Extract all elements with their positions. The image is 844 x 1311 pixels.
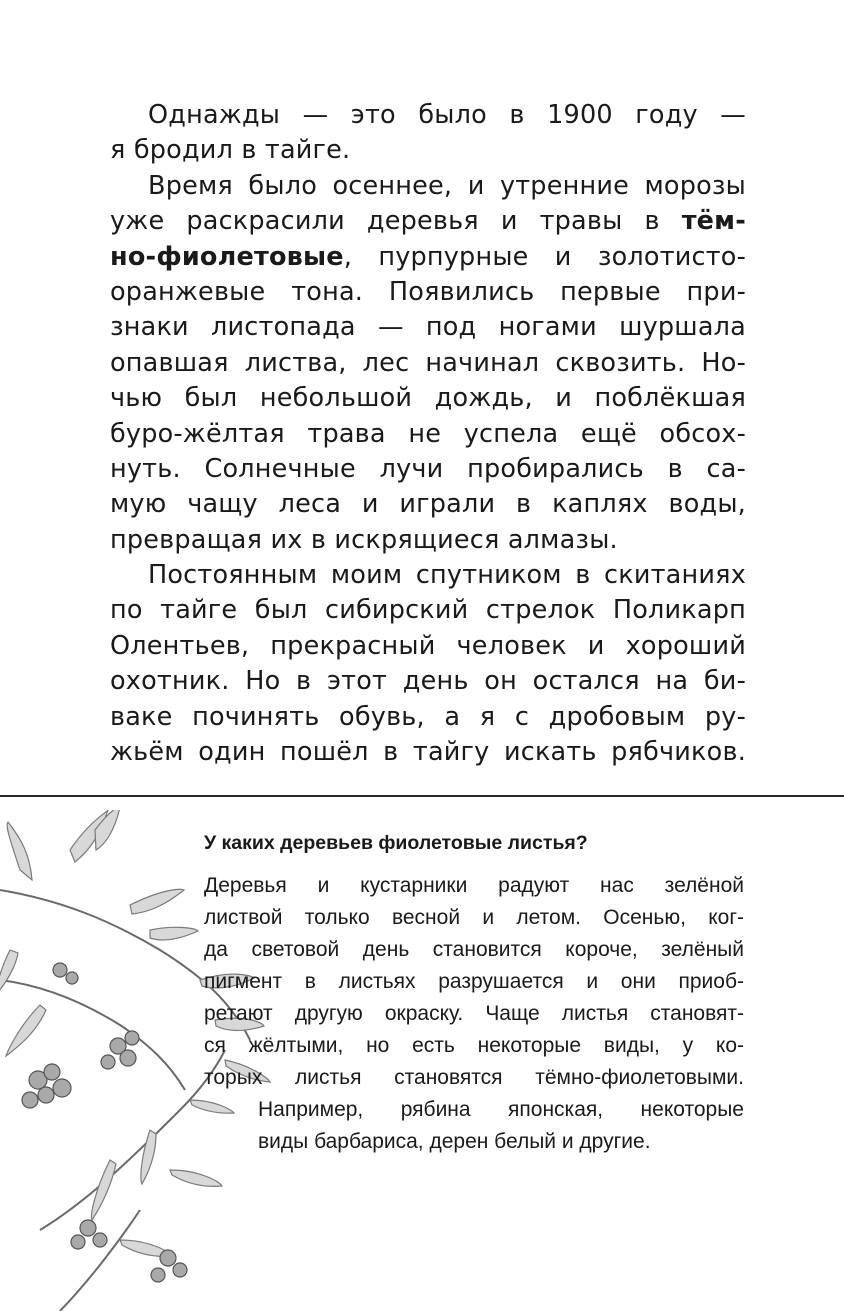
text-span: уже раскрасили деревья и травы в <box>110 206 682 237</box>
sidebar-line: да световой день становится короче, зелёный <box>204 938 744 961</box>
text-line: мую чащу леса и играли в каплях воды, <box>110 489 746 520</box>
main-text <box>110 98 746 770</box>
text-line: Олентьев, прекрасный человек и хороший <box>110 630 746 661</box>
text-line: я бродил в тайге. <box>110 135 351 166</box>
sidebar-line: Деревья и кустарники радуют нас зелёной <box>204 874 744 897</box>
section-divider <box>0 795 844 797</box>
text-line: Однажды — это было в 1900 году — <box>148 100 746 130</box>
text-line: ваке починять обувь, а я с дробовым ру- <box>110 701 746 732</box>
text-line: чью был небольшой дождь, и поблёкшая <box>110 383 746 414</box>
sidebar-line: ретают другую окраску. Чаще листья становят- <box>204 1002 744 1025</box>
text-line <box>110 240 746 275</box>
bold-term: тём- <box>681 206 746 237</box>
sidebar-line: ся жёлтыми, но есть некоторые виды, у ко- <box>204 1034 744 1057</box>
sidebar-heading: У каких деревьев фиолетовые листья? <box>204 832 588 854</box>
text-line: Постоянным моим спутником в скитаниях <box>148 560 746 591</box>
text-line: Время было осеннее, и утренние морозы <box>148 170 746 201</box>
bold-term: но-фиолетовые <box>110 241 344 272</box>
text-line <box>110 204 746 239</box>
text-line: превращая их в искрящиеся алмазы. <box>110 524 618 555</box>
sidebar-line: торых листья становятся тёмно-фиолетовыми. <box>204 1066 744 1089</box>
text-span: , пурпурные и золотисто- <box>343 241 746 272</box>
text-line: буро-жёлтая трава не успела ещё обсох- <box>110 418 746 449</box>
sidebar-line: Например, рябина японская, некоторые <box>258 1098 744 1121</box>
text-line: знаки листопада — под ногами шуршала <box>110 312 746 343</box>
text-line: по тайге был сибирский стрелок Поликарп <box>110 595 746 626</box>
text-line: жьём один пошёл в тайгу искать рябчиков. <box>110 737 746 768</box>
sidebar-line: листвой только весной и летом. Осенью, ког- <box>204 906 744 929</box>
sidebar-line: пигмент в листьях разрушается и они приоб- <box>204 970 744 993</box>
text-line: оранжевые тона. Появились первые при- <box>110 276 746 307</box>
text-line: охотник. Но в этот день он остался на би- <box>110 666 746 697</box>
sidebar-line: виды барбариса, дерен белый и другие. <box>258 1130 651 1153</box>
text-line: опавшая листва, лес начинал сквозить. Но- <box>110 347 746 378</box>
text-line: нуть. Солнечные лучи пробирались в са- <box>110 453 746 484</box>
